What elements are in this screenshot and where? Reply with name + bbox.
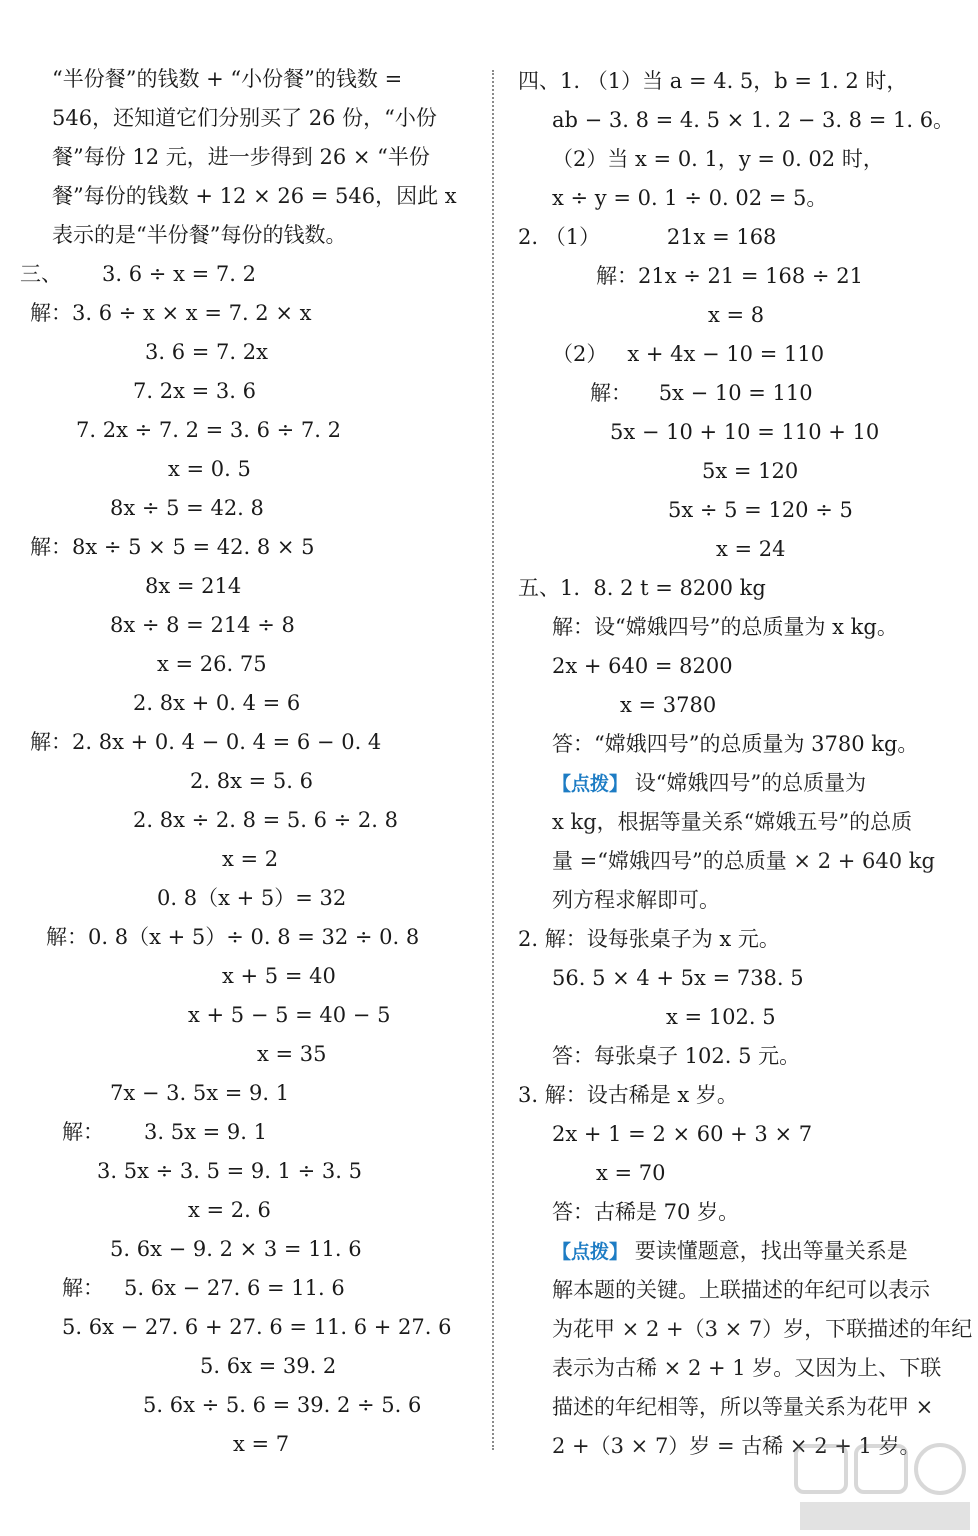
text-line	[97, 1152, 362, 1191]
tip-line	[552, 1388, 933, 1427]
text-line	[30, 294, 311, 333]
text-line	[518, 62, 907, 101]
text-line	[110, 489, 264, 528]
tip-text: 2 +（3 × 7）岁 = 古稀 × 2 + 1 岁。	[552, 1434, 921, 1458]
text-line	[52, 99, 437, 138]
line-text: x = 8	[708, 303, 765, 327]
line-text: 2. （1） 21x = 168	[518, 225, 777, 249]
line-text: 7. 2x ÷ 7. 2 = 3. 6 ÷ 7. 2	[76, 418, 341, 442]
text-line	[157, 879, 346, 918]
text-line	[596, 1154, 666, 1193]
text-line	[666, 998, 776, 1037]
line-text: 7. 2x = 3. 6	[133, 379, 256, 403]
text-line	[145, 567, 241, 606]
tip-line	[552, 881, 720, 920]
tip-line	[552, 1271, 930, 1310]
text-line	[190, 762, 313, 801]
tip-text: 要读懂题意，找出等量关系是	[634, 1239, 908, 1263]
line-text: 0. 8（x + 5）= 32	[157, 886, 347, 910]
line-text: x = 24	[716, 537, 786, 561]
text-line	[200, 1347, 336, 1386]
tip-line	[552, 1232, 908, 1271]
line-text: 8x ÷ 5 = 42. 8	[110, 496, 264, 520]
tip-label: 【点拨】	[552, 1241, 629, 1263]
text-line	[518, 218, 776, 257]
line-text: x = 7	[233, 1432, 290, 1456]
line-text: 2. 8x ÷ 2. 8 = 5. 6 ÷ 2. 8	[133, 808, 398, 832]
line-text: x = 2	[222, 847, 279, 871]
text-line	[668, 491, 853, 530]
line-text: 表示的是“半份餐”每份的钱数。	[52, 223, 347, 247]
tip-line	[552, 1310, 972, 1349]
text-line	[62, 1113, 267, 1152]
line-text: 解：2. 8x + 0. 4 − 0. 4 = 6 − 0. 4	[30, 730, 382, 754]
text-line	[110, 1230, 362, 1269]
tip-line	[552, 764, 866, 803]
text-line	[145, 333, 268, 372]
tip-text: 为花甲 × 2 +（3 × 7）岁，下联描述的年纪	[552, 1317, 973, 1341]
text-line	[552, 1037, 800, 1076]
line-text: 3. 6 = 7. 2x	[145, 340, 268, 364]
line-text: x ÷ y = 0. 1 ÷ 0. 02 = 5。	[552, 186, 828, 210]
tip-line	[552, 1349, 941, 1388]
text-line	[188, 1191, 271, 1230]
text-line	[20, 255, 256, 294]
text-line	[620, 686, 716, 725]
text-line	[133, 801, 398, 840]
text-line	[518, 569, 766, 608]
line-text: 答：“嫦娥四号”的总质量为 3780 kg。	[552, 732, 919, 756]
line-text: 五、1. 8. 2 t = 8200 kg	[518, 576, 766, 600]
line-text: x + 5 − 5 = 40 − 5	[188, 1003, 391, 1027]
line-text: （2）当 x = 0. 1，y = 0. 02 时，	[552, 147, 884, 171]
line-text: 2x + 640 = 8200	[552, 654, 733, 678]
text-line	[552, 1193, 739, 1232]
line-text: 解：3. 6 ÷ x × x = 7. 2 × x	[30, 301, 312, 325]
text-line	[610, 413, 879, 452]
line-text: 5. 6x − 27. 6 + 27. 6 = 11. 6 + 27. 6	[62, 1315, 452, 1339]
line-text: 546，还知道它们分别买了 26 份，“小份	[52, 106, 437, 130]
tip-text: x kg，根据等量关系“嫦娥五号”的总质	[552, 810, 913, 834]
text-line	[590, 374, 813, 413]
line-text: “半份餐”的钱数 + “小份餐”的钱数 =	[52, 67, 403, 91]
line-text: 5. 6x ÷ 5. 6 = 39. 2 ÷ 5. 6	[143, 1393, 422, 1417]
line-text: x = 70	[596, 1161, 666, 1185]
text-line	[188, 996, 390, 1035]
text-line	[222, 957, 336, 996]
line-text: 56. 5 × 4 + 5x = 738. 5	[552, 966, 804, 990]
text-line	[157, 645, 267, 684]
line-text: x = 2. 6	[188, 1198, 271, 1222]
line-text: x = 35	[257, 1042, 327, 1066]
line-text: 解：0. 8（x + 5）÷ 0. 8 = 32 ÷ 0. 8	[46, 925, 420, 949]
tip-label: 【点拨】	[552, 773, 629, 795]
text-line	[133, 684, 300, 723]
line-text: 答：古稀是 70 岁。	[552, 1200, 740, 1224]
text-line	[62, 1308, 451, 1347]
text-line	[552, 959, 804, 998]
column-divider	[492, 70, 494, 1450]
line-text: 四、1. （1）当 a = 4. 5，b = 1. 2 时，	[518, 69, 908, 93]
line-text: 解：21x ÷ 21 = 168 ÷ 21	[596, 264, 863, 288]
text-line	[52, 138, 430, 177]
tip-text: 设“嫦娥四号”的总质量为	[634, 771, 867, 795]
text-line	[46, 918, 419, 957]
line-text: x = 3780	[620, 693, 717, 717]
text-line	[133, 372, 256, 411]
line-text: 解：设“嫦娥四号”的总质量为 x kg。	[552, 615, 898, 639]
line-text: 解： 5. 6x − 27. 6 = 11. 6	[62, 1276, 345, 1300]
line-text: 8x = 214	[145, 574, 242, 598]
text-line	[702, 452, 798, 491]
text-line	[30, 723, 381, 762]
line-text: （2） x + 4x − 10 = 110	[552, 342, 825, 366]
text-line	[552, 647, 733, 686]
line-text: 2. 解：设每张桌子为 x 元。	[518, 927, 780, 951]
tip-text: 列方程求解即可。	[552, 888, 720, 912]
text-line	[552, 101, 954, 140]
line-text: ab − 3. 8 = 4. 5 × 1. 2 − 3. 8 = 1. 6。	[552, 108, 955, 132]
line-text: 解： 3. 5x = 9. 1	[62, 1120, 267, 1144]
text-line	[596, 257, 863, 296]
text-line	[30, 528, 315, 567]
text-line	[552, 335, 824, 374]
tip-line	[552, 842, 935, 881]
text-line	[552, 179, 827, 218]
line-text: x + 5 = 40	[222, 964, 336, 988]
text-line	[222, 840, 278, 879]
text-line	[110, 1074, 289, 1113]
line-text: 3. 5x ÷ 3. 5 = 9. 1 ÷ 3. 5	[97, 1159, 362, 1183]
text-line	[52, 216, 346, 255]
text-line	[143, 1386, 421, 1425]
line-text: 2. 8x + 0. 4 = 6	[133, 691, 301, 715]
text-line	[52, 60, 402, 99]
text-line	[62, 1269, 345, 1308]
text-line	[257, 1035, 327, 1074]
line-text: x = 0. 5	[168, 457, 251, 481]
text-line	[552, 725, 918, 764]
line-text: 5x − 10 + 10 = 110 + 10	[610, 420, 880, 444]
text-line	[552, 140, 884, 179]
line-text: 5x = 120	[702, 459, 799, 483]
line-text: x = 102. 5	[666, 1005, 776, 1029]
tip-line	[552, 803, 912, 842]
line-text: 3. 解：设古稀是 x 岁。	[518, 1083, 738, 1107]
line-text: 三、 3. 6 ÷ x = 7. 2	[20, 262, 256, 286]
line-text: 7x − 3. 5x = 9. 1	[110, 1081, 290, 1105]
text-line	[233, 1425, 289, 1464]
text-line	[518, 920, 780, 959]
line-text: 餐”每份的钱数 + 12 × 26 = 546，因此 x	[52, 184, 457, 208]
line-text: 答：每张桌子 102. 5 元。	[552, 1044, 801, 1068]
line-text: 餐”每份 12 元，进一步得到 26 × “半份	[52, 145, 430, 169]
tip-text: 解本题的关键。上联描述的年纪可以表示	[552, 1278, 930, 1302]
line-text: 8x ÷ 8 = 214 ÷ 8	[110, 613, 295, 637]
line-text: x = 26. 75	[157, 652, 267, 676]
text-line	[52, 177, 457, 216]
line-text: 解：8x ÷ 5 × 5 = 42. 8 × 5	[30, 535, 315, 559]
text-line	[110, 606, 295, 645]
text-line	[76, 411, 341, 450]
line-text: 5. 6x = 39. 2	[200, 1354, 337, 1378]
line-text: 解： 5x − 10 = 110	[590, 381, 813, 405]
tip-text: 量 =“嫦娥四号”的总质量 × 2 + 640 kg	[552, 849, 935, 873]
line-text: 2x + 1 = 2 × 60 + 3 × 7	[552, 1122, 813, 1146]
text-line	[552, 1115, 812, 1154]
text-line	[716, 530, 786, 569]
watermark-logo	[790, 1440, 975, 1535]
tip-text: 描述的年纪相等，所以等量关系为花甲 ×	[552, 1395, 934, 1419]
text-line	[552, 608, 898, 647]
text-line	[708, 296, 764, 335]
line-text: 5. 6x − 9. 2 × 3 = 11. 6	[110, 1237, 362, 1261]
tip-text: 表示为古稀 × 2 + 1 岁。又因为上、下联	[552, 1356, 942, 1380]
text-line	[168, 450, 251, 489]
text-line	[518, 1076, 738, 1115]
line-text: 2. 8x = 5. 6	[190, 769, 313, 793]
line-text: 5x ÷ 5 = 120 ÷ 5	[668, 498, 853, 522]
